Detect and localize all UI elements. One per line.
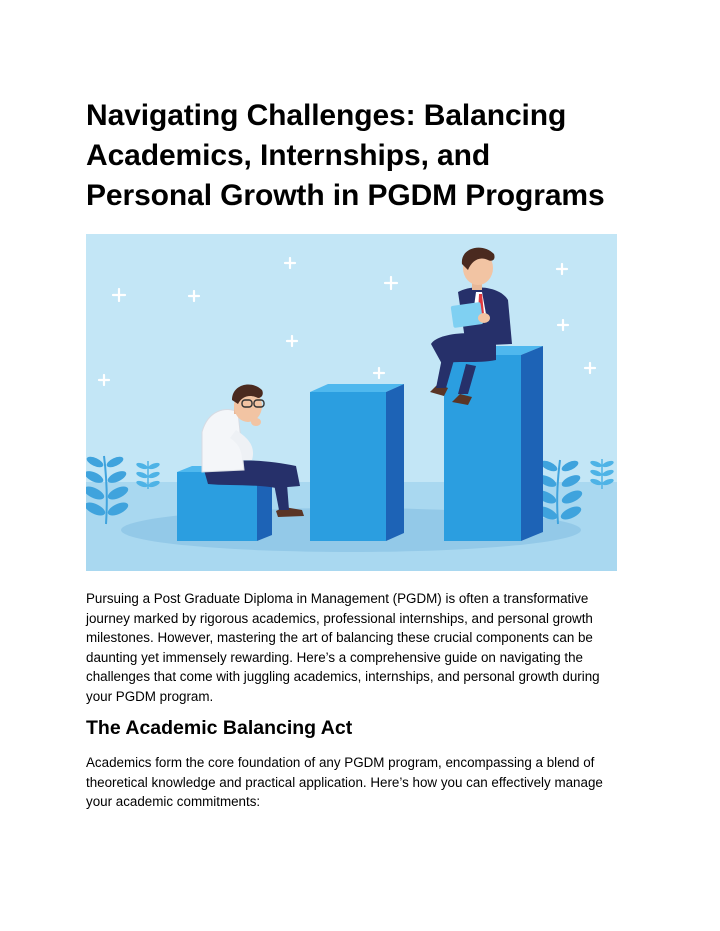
text-line: your PGDM program.	[86, 688, 214, 704]
text-line: Pursuing a Post Graduate Diploma in Management (PGDM) is often a transformative	[86, 591, 589, 606]
document-title	[86, 96, 646, 216]
text-line: challenges that come with juggling academics, internships, and personal growth during	[86, 669, 600, 684]
bar-block-medium	[310, 384, 404, 541]
title-line: Academics, Internships, and	[86, 139, 491, 172]
text-line: journey marked by rigorous academics, professional internships, and personal growth	[86, 610, 593, 626]
text-line: Academics form the core foundation of any PGDM program, encompassing a blend of	[86, 755, 595, 770]
intro-paragraph	[86, 589, 646, 706]
section-paragraph	[86, 753, 646, 812]
text-line: theoretical knowledge and practical application. Here’s how you can effectively manage	[86, 774, 603, 790]
bar-block-tall	[444, 346, 543, 541]
text-line: your academic commitments:	[86, 794, 261, 809]
plant-small-left-icon	[136, 461, 161, 489]
title-line: Navigating Challenges: Balancing	[86, 99, 567, 132]
title-line: Personal Growth in PGDM Programs	[86, 179, 605, 212]
section-heading: The Academic Balancing Act	[86, 717, 353, 739]
text-line: daunting yet immensely rewarding. Here’s a comprehensive guide on navigating the	[86, 649, 583, 665]
hero-illustration	[86, 234, 617, 571]
text-line: milestones. However, mastering the art of balancing these crucial components can be	[86, 630, 593, 645]
